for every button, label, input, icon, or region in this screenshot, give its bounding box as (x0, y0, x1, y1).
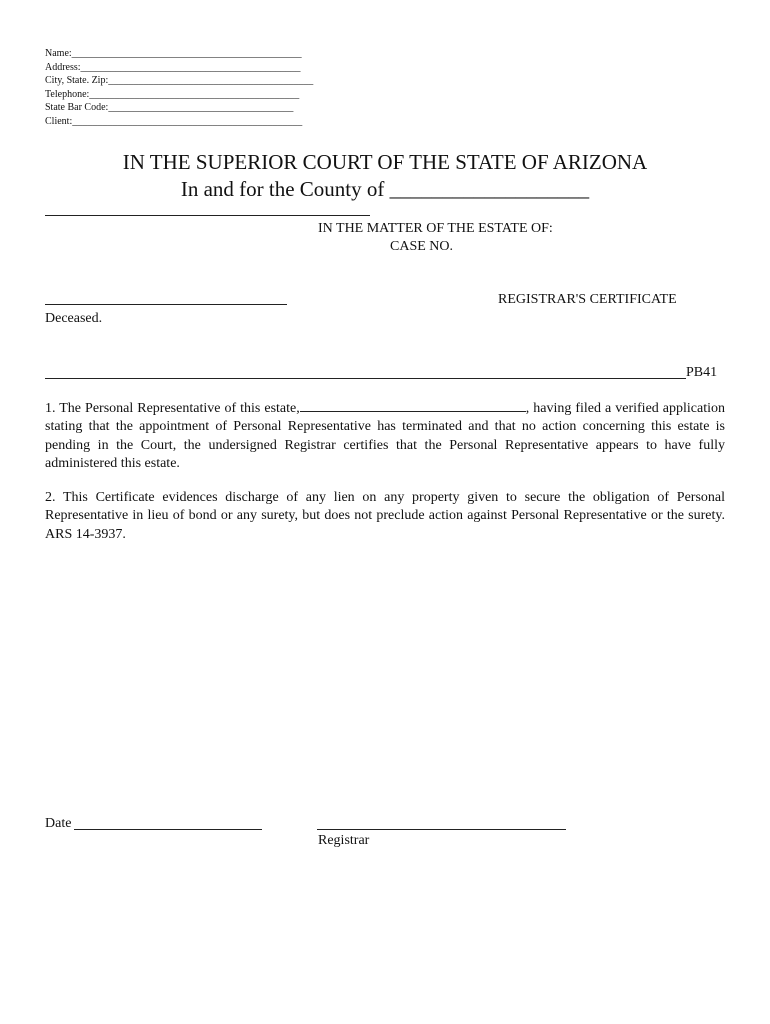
caption-divider (45, 378, 686, 379)
paragraph-2: 2. This Certificate evidences discharge of any lien on any property given to secure the obligation of Personal Representative in lieu of bond or any surety, but does not preclude action against Personal Representative or the surety. ARS 14-3937. (45, 490, 725, 542)
registrar-label: Registrar (318, 833, 370, 848)
estate-name-line (45, 215, 370, 216)
client-field: Client:______________________________________________ (45, 115, 303, 127)
paragraph-1-start: 1. The Personal Representative of this estate, (45, 401, 300, 416)
personal-representative-blank (300, 399, 526, 412)
paragraph-1-rest: , having filed a verified application stating that the appointment of Personal Representative has terminated and that no action concerning this estate is pending in the Court, the undersigned Registrar certifies that the Personal Representative appears to have fully administered this estate. (45, 401, 725, 471)
matter-heading: IN THE MATTER OF THE ESTATE OF: (318, 221, 553, 236)
attorney-info-block (45, 47, 313, 129)
form-code: PB41 (686, 365, 718, 380)
certificate-title: REGISTRAR'S CERTIFICATE (498, 292, 677, 307)
county-line: In and for the County of ___________________ (180, 177, 590, 201)
paragraph-1 (45, 399, 725, 473)
date-label: Date (45, 816, 72, 831)
court-title: IN THE SUPERIOR COURT OF THE STATE OF ARIZONA (122, 150, 648, 174)
case-number-label: CASE NO. (390, 239, 454, 254)
registrar-signature-line (317, 829, 566, 830)
date-line (74, 829, 262, 830)
city-state-zip-field: City, State. Zip:_________________________________________ (45, 75, 314, 87)
state-bar-code-field: State Bar Code:_____________________________________ (45, 102, 294, 114)
deceased-name-line (45, 304, 287, 305)
deceased-label: Deceased. (45, 311, 103, 326)
name-field: Name:______________________________________________ (45, 48, 302, 59)
telephone-field: Telephone:__________________________________________ (45, 88, 300, 100)
address-field: Address:____________________________________________ (45, 61, 301, 73)
